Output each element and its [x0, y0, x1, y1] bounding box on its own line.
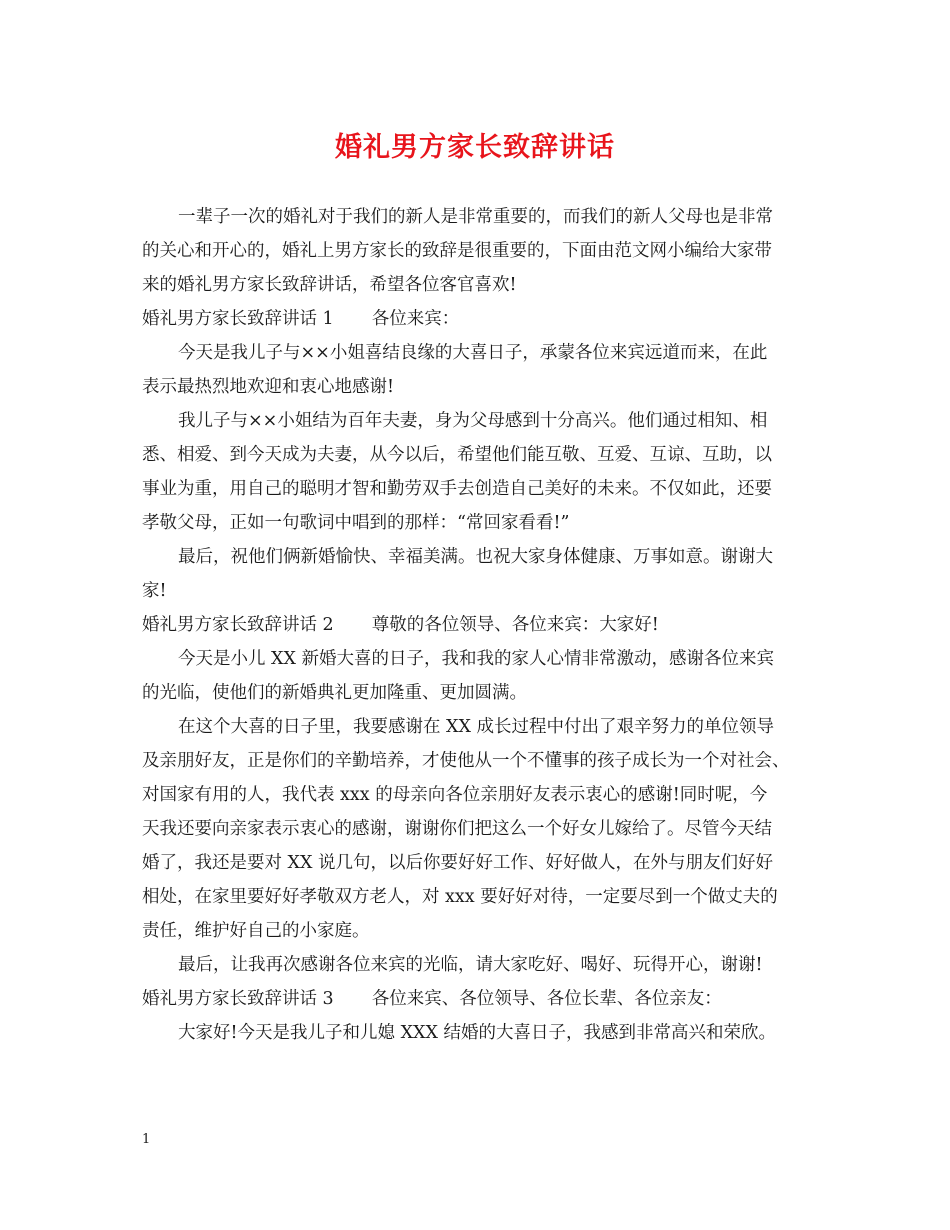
text-line: 来的婚礼男方家长致辞讲话，希望各位客官喜欢! [142, 275, 517, 295]
section-heading [142, 608, 814, 642]
text-line: 最后，让我再次感谢各位来宾的光临，请大家吃好、喝好、玩得开心，谢谢! [178, 955, 763, 975]
text-line: 一辈子一次的婚礼对于我们的新人是非常重要的，而我们的新人父母也是非常 [178, 207, 773, 227]
text-line: 家! [142, 581, 167, 601]
text-line: 的光临，使他们的新婚典礼更加隆重、更加圆满。 [142, 683, 527, 703]
text-line: 表示最热烈地欢迎和衷心地感谢! [142, 377, 395, 397]
section-greeting: 各位来宾： [371, 309, 460, 329]
text-line: 大家好!今天是我儿子和儿媳 XXX 结婚的大喜日子，我感到非常高兴和荣欣。 [178, 1023, 777, 1043]
section-greeting: 尊敬的各位领导、各位来宾：大家好! [371, 615, 659, 635]
paragraph [142, 404, 814, 540]
text-line: 最后，祝他们俩新婚愉快、幸福美满。也祝大家身体健康、万事如意。谢谢大 [178, 547, 773, 567]
document-body [142, 200, 814, 1050]
paragraph [142, 948, 814, 982]
text-line: 的关心和开心的，婚礼上男方家长的致辞是很重要的，下面由范文网小编给大家带 [142, 241, 772, 261]
section-heading-label: 婚礼男方家长致辞讲话 2 [142, 615, 334, 635]
page-number: 1 [142, 1132, 151, 1147]
section-heading [142, 982, 814, 1016]
text-line: 事业为重，用自己的聪明才智和勤劳双手去创造自己美好的未来。不仅如此，还要 [142, 479, 772, 499]
section-heading-label: 婚礼男方家长致辞讲话 1 [142, 309, 334, 329]
paragraph [142, 642, 814, 710]
text-line: 在这个大喜的日子里，我要感谢在 XX 成长过程中付出了艰辛努力的单位领导 [178, 717, 775, 737]
text-line: 及亲朋好友，正是你们的辛勤培养，才使他从一个不懂事的孩子成长为一个对社会、 [142, 751, 790, 771]
text-line: 相处，在家里要好好孝敬双方老人，对 xxx 要好好对待，一定要尽到一个做丈夫的 [142, 887, 778, 907]
paragraph [142, 1016, 814, 1050]
text-line: 天我还要向亲家表示衷心的感谢，谢谢你们把这么一个好女儿嫁给了。尽管今天结 [142, 819, 772, 839]
text-line: 我儿子与××小姐结为百年夫妻，身为父母感到十分高兴。他们通过相知、相 [178, 411, 768, 431]
text-line: 今天是小儿 XX 新婚大喜的日子，我和我的家人心情非常激动，感谢各位来宾 [178, 649, 775, 669]
intro-paragraph [142, 200, 814, 302]
text-line: 孝敬父母，正如一句歌词中唱到的那样：“常回家看看!” [142, 513, 570, 533]
text-line: 今天是我儿子与××小姐喜结良缘的大喜日子，承蒙各位来宾远道而来，在此 [178, 343, 768, 363]
paragraph [142, 710, 814, 948]
section-heading [142, 302, 814, 336]
section-greeting: 各位来宾、各位领导、各位长辈、各位亲友： [371, 989, 722, 1009]
paragraph [142, 540, 814, 608]
text-line: 责任，维护好自己的小家庭。 [142, 921, 370, 941]
paragraph [142, 336, 814, 404]
document-title: 婚礼男方家长致辞讲话 [335, 132, 615, 163]
text-line: 悉、相爱、到今天成为夫妻，从今以后，希望他们能互敬、互爱、互谅、互助，以 [142, 445, 772, 465]
text-line: 对国家有用的人，我代表 xxx 的母亲向各位亲朋好友表示衷心的感谢!同时呢，今 [142, 785, 768, 805]
section-heading-label: 婚礼男方家长致辞讲话 3 [142, 989, 334, 1009]
text-line: 婚了，我还是要对 XX 说几句，以后你要好好工作、好好做人，在外与朋友们好好 [142, 853, 774, 873]
